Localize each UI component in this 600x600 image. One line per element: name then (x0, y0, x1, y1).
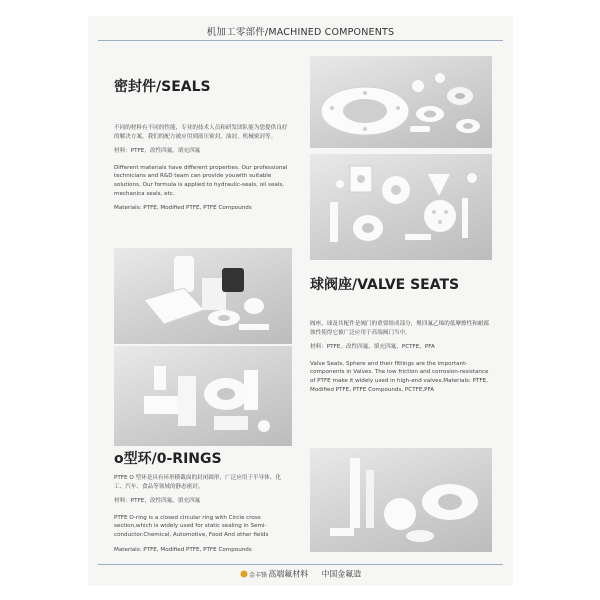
seals-cn-materials: 材料：PTFE，改性四氟，填充四氟 (114, 148, 201, 155)
footer-divider (98, 564, 503, 565)
orings-en-materials: Materials: PTFE, Modified PTFE, PTFE Compounds (114, 546, 252, 553)
orings-description (114, 474, 292, 560)
orings-en-text: PTFE O-ring is a closed circular ring with Circle cross section,which is widely used for static sealing in Semi-conductor.Chemical, Automotive, Food And other fields (114, 514, 269, 538)
valve-cn-text: 阀座，球及其配件是阀门的重要组成部分，聚四氟乙烯的低摩擦性和耐腐蚀性使得它被广泛应用于高端阀门当中。 (310, 321, 490, 336)
catalog-page (88, 16, 513, 586)
page-header-title: 机加工零部件/MACHINED COMPONENTS (206, 27, 395, 38)
footer-slogan-2: 中国金氟造 (321, 569, 362, 579)
seals-en-text: Different materials have different properties. Our professional technicians and R&D team can provide youwith suitable solutions, Our formula is applied to hydraulic-seals, oil seals, mechanica seals, etc. (114, 164, 288, 197)
valve-en-text: Valve Seats, Sphere and their fittings are the important-components in Valves. The low friction and corrosion-resistance of PTFE make it widely used in high-end valves.Materials: PTFE, Modified PTFE, PTFE Compounds, PCTFE,PFA (310, 360, 489, 393)
orings-photo (310, 448, 492, 552)
footer-slogan-1: 高端氟材料 (268, 569, 309, 579)
orings-cn-text: PTFE O 型环是具有环形横截面的封闭圆形，广泛应用于半导体、化工、汽车、食品等领域的静态密封。 (114, 475, 281, 490)
header-divider (98, 40, 503, 41)
seals-title: 密封件/SEALS (114, 79, 211, 95)
machined-parts-illustration (310, 154, 492, 260)
seals-photo-gaskets (310, 56, 492, 148)
valve-photo-blocks (114, 248, 292, 344)
orings-title: o型环/0-RINGS (114, 451, 222, 467)
valve-blocks-illustration (114, 248, 292, 344)
seals-description (114, 124, 292, 219)
orings-illustration (310, 448, 492, 552)
orings-cn-materials: 材料：PTFE，改性四氟，填充四氟 (114, 498, 201, 505)
valve-fittings-illustration (114, 346, 292, 446)
valve-photo-fittings (114, 346, 292, 446)
company-logo-icon (240, 568, 267, 580)
seals-en-materials: Materials: PTFE, Modified PTFE, PTFE Compounds (114, 205, 252, 212)
page-footer (88, 568, 513, 580)
gaskets-illustration (310, 56, 492, 148)
seals-cn-text: 不同的材料有不同的性能，专业的技术人员和研发团队能为您提供良好的解决方案，我们的配方被应用到液压密封，油封，机械密封等。 (114, 125, 288, 140)
valve-seats-title: 球阀座/VALVE SEATS (310, 277, 460, 293)
valve-seats-description (310, 320, 492, 400)
valve-cn-materials: 材料：PTFE，改性四氟，填充四氟，PCTFE，PFA (310, 344, 435, 351)
seals-photo-parts (310, 154, 492, 260)
svg-text:金丰锋: 金丰锋 (248, 572, 267, 579)
